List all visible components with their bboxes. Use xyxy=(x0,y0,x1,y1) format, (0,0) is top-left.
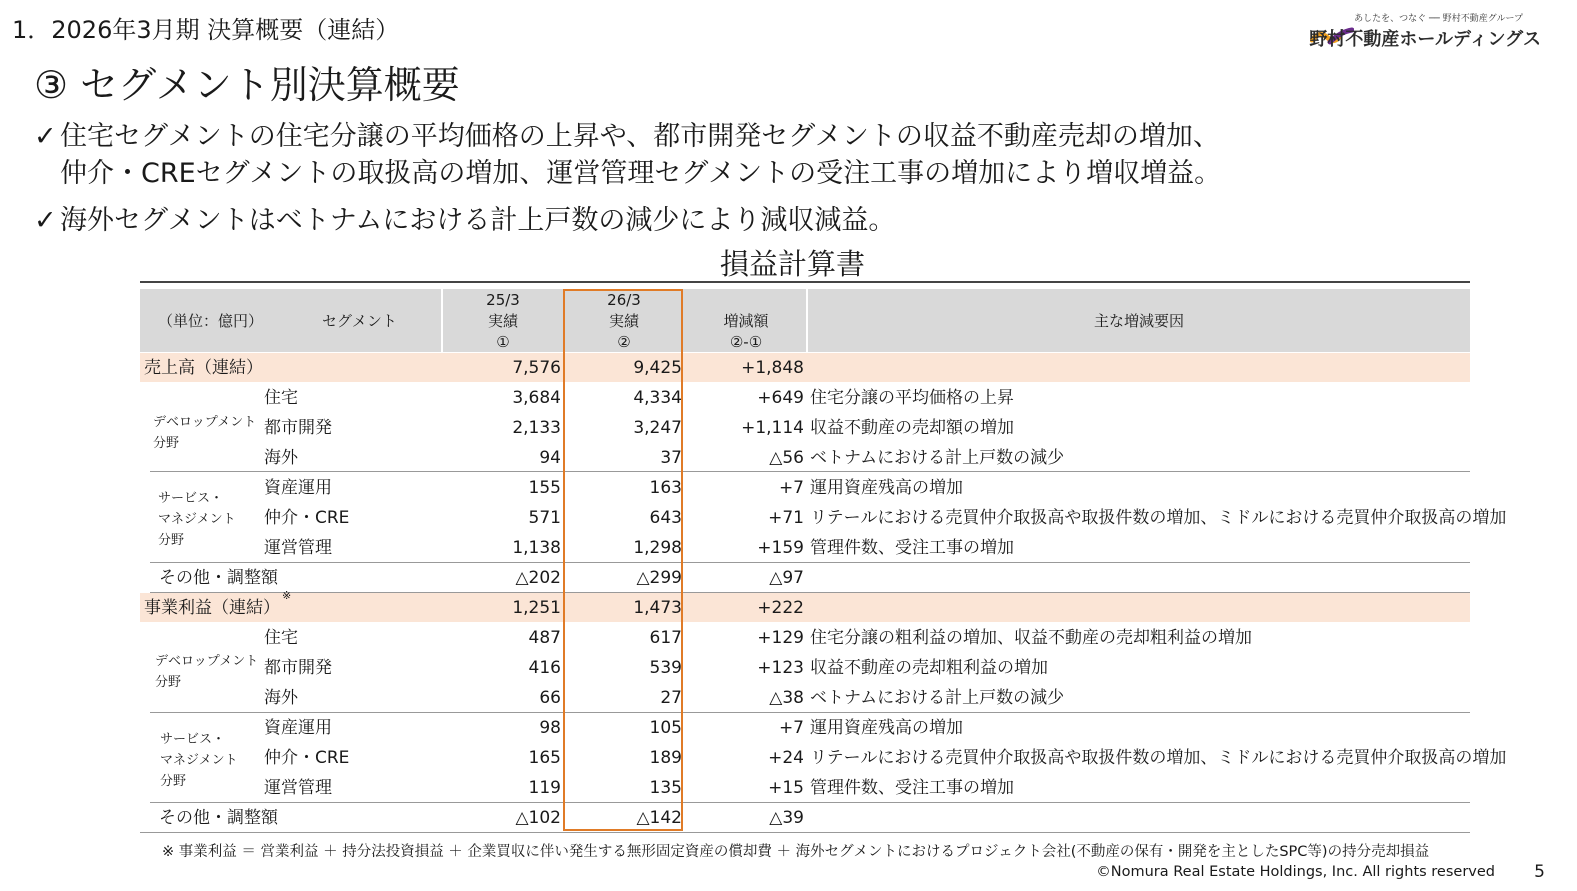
header-col3: 増減額 ②-① xyxy=(723,312,769,351)
check-icon: ✓ xyxy=(34,205,57,236)
change-reason: 管理件数、受注工事の増加 xyxy=(810,778,1014,798)
bullet-2 xyxy=(34,202,895,239)
value-25-3: 119 xyxy=(528,778,561,798)
bullet-1 xyxy=(34,118,1221,192)
header-col2: 26/3 実績 ② xyxy=(607,291,641,351)
row-label: 資産運用 xyxy=(264,718,332,738)
value-25-3: 94 xyxy=(539,448,561,468)
value-26-3: 4,334 xyxy=(633,388,682,408)
table-bottom-rule xyxy=(140,832,1470,833)
value-change: +123 xyxy=(757,658,804,678)
table-top-rule xyxy=(140,281,1470,283)
value-26-3: △142 xyxy=(636,808,682,828)
group-label-service: サービス・ マネジメント 分野 xyxy=(160,732,238,789)
value-change: +24 xyxy=(768,748,804,768)
change-reason: 収益不動産の売却粗利益の増加 xyxy=(810,658,1048,678)
row-label: 都市開発 xyxy=(264,658,332,678)
header-unit: （単位：億円） xyxy=(158,312,264,330)
row-label: 都市開発 xyxy=(264,418,332,438)
change-reason: 住宅分譲の粗利益の増加、収益不動産の売却粗利益の増加 xyxy=(810,628,1252,648)
logo-tagline: あしたを、つなぐ ── 野村不動産グループ xyxy=(1354,14,1523,24)
value-25-3: 1,138 xyxy=(512,538,561,558)
value-25-3: 487 xyxy=(528,628,561,648)
row-label: その他・調整額 xyxy=(159,808,278,828)
value-25-3: △202 xyxy=(515,568,561,588)
change-reason: 運用資産残高の増加 xyxy=(810,478,963,498)
change-reason: ベトナムにおける計上戸数の減少 xyxy=(810,688,1065,708)
value-change: +7 xyxy=(778,478,804,498)
value-change: +649 xyxy=(757,388,804,408)
value-25-3: 66 xyxy=(539,688,561,708)
value-change: +1,848 xyxy=(741,358,804,378)
value-26-3: 3,247 xyxy=(633,418,682,438)
group-label-service: サービス・ マネジメント 分野 xyxy=(158,491,236,548)
logo-name: 野村不動産ホールディングス xyxy=(1309,29,1541,50)
value-26-3: 27 xyxy=(660,688,682,708)
row-label: 海外 xyxy=(264,688,298,708)
change-reason: 運用資産残高の増加 xyxy=(810,718,963,738)
row-label: 運営管理 xyxy=(264,778,332,798)
group-label-development: デベロップメント 分野 xyxy=(155,654,259,690)
value-26-3: 163 xyxy=(649,478,682,498)
value-25-3: 1,251 xyxy=(512,598,561,618)
value-change: +159 xyxy=(757,538,804,558)
row-label: 住宅 xyxy=(264,388,298,408)
change-reason: 管理件数、受注工事の増加 xyxy=(810,538,1014,558)
row-label: 住宅 xyxy=(264,628,298,648)
header-col1: 25/3 実績 ① xyxy=(486,291,520,351)
value-change: +7 xyxy=(778,718,804,738)
row-label: 事業利益（連結） xyxy=(144,598,280,618)
page-title: ③ セグメント別決算概要 xyxy=(34,63,460,107)
value-25-3: 2,133 xyxy=(512,418,561,438)
check-icon: ✓ xyxy=(34,121,57,152)
value-25-3: 155 xyxy=(528,478,561,498)
section-heading: 1．2026年3月期 決算概要（連結） xyxy=(12,16,400,44)
row-label: 資産運用 xyxy=(264,478,332,498)
value-25-3: 98 xyxy=(539,718,561,738)
footnote: ※ 事業利益 ＝ 営業利益 ＋ 持分法投資損益 ＋ 企業買収に伴い発生する無形固定資産の償却費 ＋ 海外セグメントにおけるプロジェクト会社(不動産の保有・開発を主としたSPC等)の持分売却損益 xyxy=(162,844,1430,860)
value-26-3: △299 xyxy=(636,568,682,588)
change-reason: リテールにおける売買仲介取扱高や取扱件数の増加、ミドルにおける売買仲介取扱高の増加 xyxy=(810,748,1507,768)
value-26-3: 643 xyxy=(649,508,682,528)
value-25-3: 571 xyxy=(528,508,561,528)
value-25-3: 3,684 xyxy=(512,388,561,408)
value-25-3: 7,576 xyxy=(512,358,561,378)
change-reason: ベトナムにおける計上戸数の減少 xyxy=(810,448,1065,468)
value-25-3: 416 xyxy=(528,658,561,678)
bullet-2-line1: 海外セグメントはベトナムにおける計上戸数の減少により減収減益。 xyxy=(60,205,896,236)
row-label: 仲介・CRE xyxy=(264,508,350,528)
value-26-3: 1,473 xyxy=(633,598,682,618)
value-change: +222 xyxy=(757,598,804,618)
row-label: 海外 xyxy=(264,448,298,468)
header-reason: 主な増減要因 xyxy=(1093,312,1184,330)
value-26-3: 189 xyxy=(649,748,682,768)
group-label-development: デベロップメント 分野 xyxy=(153,415,257,451)
value-26-3: 135 xyxy=(649,778,682,798)
value-26-3: 539 xyxy=(649,658,682,678)
value-change: △38 xyxy=(769,688,804,708)
current-period-highlight xyxy=(563,289,683,831)
value-change: △39 xyxy=(769,808,804,828)
row-label: 売上高（連結） xyxy=(144,358,263,378)
value-26-3: 1,298 xyxy=(633,538,682,558)
footnote-mark: ※ xyxy=(282,589,292,602)
value-change: +129 xyxy=(757,628,804,648)
value-change: +71 xyxy=(768,508,804,528)
value-25-3: 165 xyxy=(528,748,561,768)
page-number: 5 xyxy=(1534,862,1545,882)
row-label: その他・調整額 xyxy=(159,568,278,588)
bullet-1-line1: 住宅セグメントの住宅分譲の平均価格の上昇や、都市開発セグメントの収益不動産売却の増加、 xyxy=(60,121,1220,152)
revenue-band xyxy=(140,353,1470,382)
value-26-3: 105 xyxy=(649,718,682,738)
row-label: 運営管理 xyxy=(264,538,332,558)
value-25-3: △102 xyxy=(515,808,561,828)
value-26-3: 617 xyxy=(649,628,682,648)
value-26-3: 37 xyxy=(660,448,682,468)
value-change: +15 xyxy=(768,778,804,798)
value-26-3: 9,425 xyxy=(633,358,682,378)
change-reason: 住宅分譲の平均価格の上昇 xyxy=(810,388,1014,408)
row-divider xyxy=(150,592,1470,593)
header-segment: セグメント xyxy=(322,312,397,330)
value-change: △97 xyxy=(769,568,804,588)
change-reason: リテールにおける売買仲介取扱高や取扱件数の増加、ミドルにおける売買仲介取扱高の増加 xyxy=(810,508,1507,528)
value-change: +1,114 xyxy=(741,418,804,438)
copyright: ©Nomura Real Estate Holdings, Inc. All rights reserved xyxy=(1096,864,1495,880)
table-title: 損益計算書 xyxy=(720,247,866,281)
bullet-1-line2: 仲介・CREセグメントの取扱高の増加、運営管理セグメントの受注工事の増加により増収増益。 xyxy=(60,158,1222,189)
change-reason: 収益不動産の売却額の増加 xyxy=(810,418,1014,438)
row-label: 仲介・CRE xyxy=(264,748,350,768)
value-change: △56 xyxy=(769,448,804,468)
profit-band xyxy=(140,593,1470,622)
